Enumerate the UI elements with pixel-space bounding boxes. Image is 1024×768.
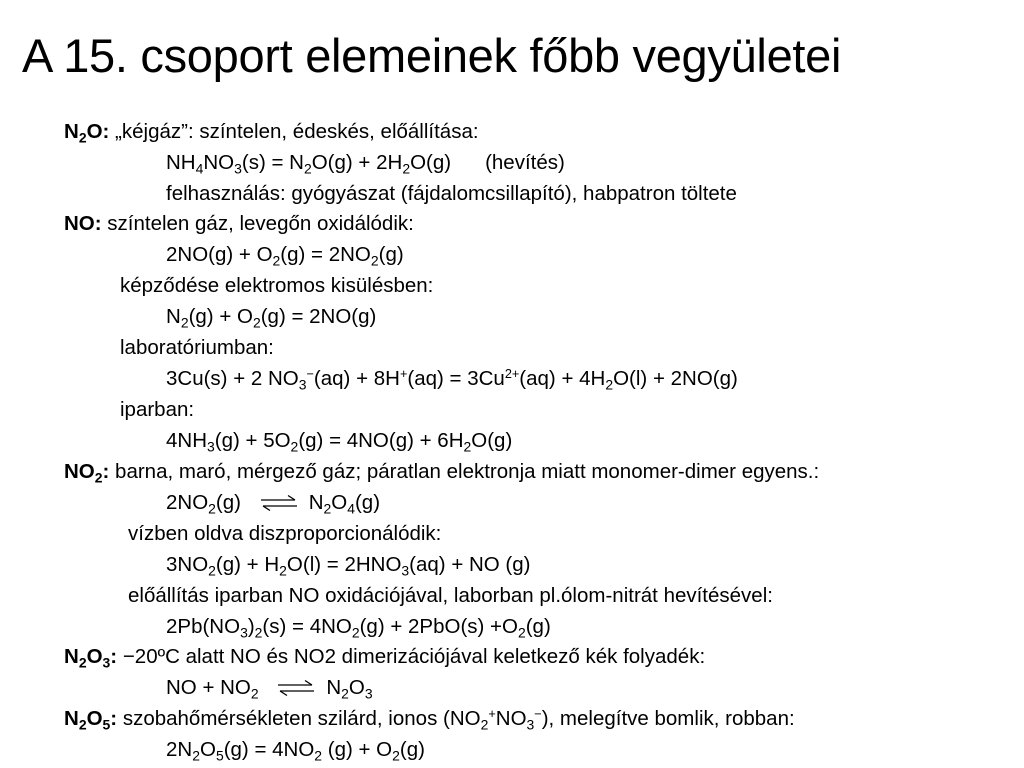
- no2-prep-label: előállítás iparban NO oxidációjával, laborban pl.ólom-nitrát hevítésével:: [128, 584, 773, 607]
- n2o-reaction: $NH_4NO_3(s) = N_2O(g) + 2H_2O(g)$ (hevítés): [166, 151, 565, 177]
- n2o5-reaction: $2N_2O_5(g) = 4NO_2$ $(g) + O_2(g)$: [166, 738, 425, 764]
- no2-equilibrium: $2NO_2(g)$ $N_2O_4(g)$: [166, 491, 381, 517]
- no-reaction-lab: 3Cu(s) + 2 $NO_3^-(aq) + 8H^+(aq) = 3Cu^{2+}(aq) + 4H_2O(l) + 2NO(g)$: [166, 366, 738, 393]
- n2o-description: „kéjgáz”: színtelen, édeskés, előállítása:: [109, 120, 479, 143]
- no2-description: barna, maró, mérgező gáz; páratlan elektronja miatt monomer-dimer egyens.:: [109, 460, 820, 483]
- no-formation-label: képződése elektromos kisülésben:: [120, 274, 434, 297]
- no-formula: NO:: [64, 212, 102, 235]
- no-reaction-industry: $4NH_3(g) + 5O_2(g) = 4NO(g) + 6H_2O(g)$: [166, 429, 513, 455]
- n2o5-heading-line: [64, 707, 795, 731]
- n2o-usage: felhasználás: gyógyászat (fájdalomcsillapító), habpatron töltete: [166, 182, 737, 205]
- no2-reaction-prep: $2Pb(NO_3)_2(s) = 4NO_2(g) + 2PbO(s) +O_2(g)$: [166, 615, 551, 641]
- n2o3-equilibrium: NO + $NO_2$ $N_2O_3$: [166, 676, 373, 702]
- no2-heading-line: [64, 460, 819, 484]
- no2-formula: $NO_2$:: [64, 460, 110, 486]
- n2o-heading-line: [64, 120, 479, 144]
- n2o3-description: −20ºC alatt NO és NO2 dimerizációjával keletkező kék folyadék:: [117, 645, 706, 668]
- n2o3-formula: $N_2O_3$:: [64, 645, 118, 671]
- page-title: A 15. csoport elemeinek főbb vegyületei: [22, 29, 842, 82]
- equilibrium-arrow-icon: [276, 679, 316, 697]
- n2o-formula: $N_2O$:: [64, 120, 110, 146]
- no-description: színtelen gáz, levegőn oxidálódik:: [101, 212, 414, 235]
- no-industry-label: iparban:: [120, 398, 195, 421]
- no-reaction-discharge: $N_2(g) + O_2(g) = 2NO(g)$: [166, 305, 377, 331]
- n2o5-formula: $N_2O_5$:: [64, 707, 118, 733]
- equilibrium-arrow-icon: [259, 494, 299, 512]
- n2o-reaction-note: (hevítés): [485, 151, 565, 174]
- no2-reaction-water: $3NO_2(g) + H_2O(l) = 2HNO_3(aq)$ + NO (g): [166, 553, 531, 579]
- no2-water-label: vízben oldva diszproporcionálódik:: [128, 522, 442, 545]
- no-reaction-oxidation: $2NO(g) + O_2(g) = 2NO_2(g)$: [166, 243, 404, 269]
- no-heading-line: [64, 212, 414, 236]
- no-lab-label: laboratóriumban:: [120, 336, 274, 359]
- n2o3-heading-line: [64, 645, 705, 669]
- n2o5-description: szobahőmérsékleten szilárd, ionos $(NO_2^+NO_3^-)$, melegítve bomlik, robban:: [117, 706, 795, 733]
